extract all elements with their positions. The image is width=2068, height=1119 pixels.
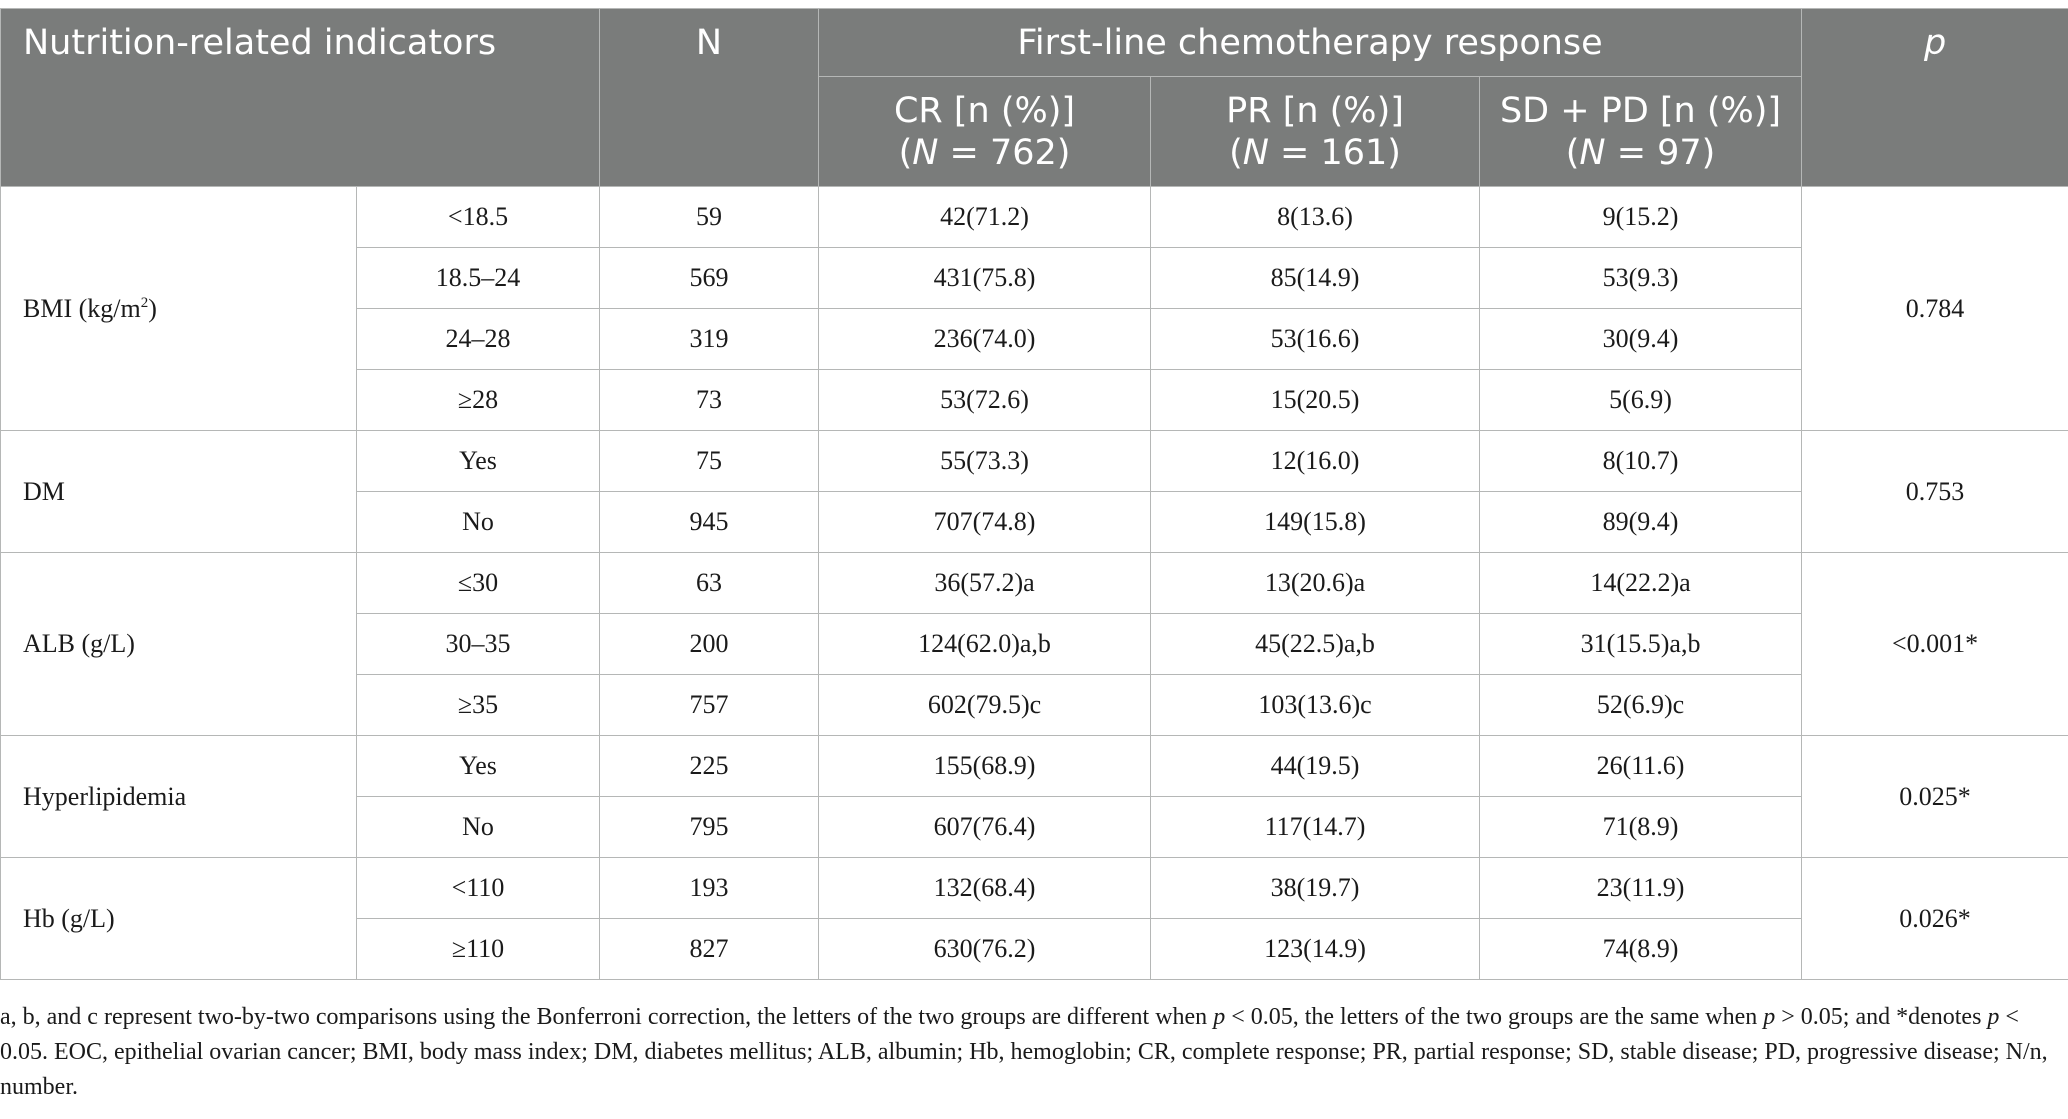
table-row	[1, 431, 2068, 492]
pr-cell: 117(14.7)	[1151, 797, 1480, 858]
category-cell: ≥28	[357, 370, 600, 431]
header-row-1	[1, 9, 2068, 77]
category-cell: No	[357, 492, 600, 553]
pr-cell: 12(16.0)	[1151, 431, 1480, 492]
header-cr-count: (N = 762)	[898, 132, 1071, 173]
sdpd-cell: 74(8.9)	[1480, 919, 1802, 980]
sdpd-cell: 23(11.9)	[1480, 858, 1802, 919]
n-cell: 75	[600, 431, 819, 492]
pr-cell: 13(20.6)a	[1151, 553, 1480, 614]
table-footnote: a, b, and c represent two-by-two comparisons using the Bonferroni correction, the letters of the two groups are different when p < 0.05, the letters of the two groups are the same when p > 0.05; and *denotes p < 0.05. EOC, epithelial ovarian cancer; BMI, body mass index; DM, diabetes mellitus; ALB, albumin; Hb, hemoglobin; CR, complete response; PR, partial response; SD, stable disease; PD, progressive disease; N/n, number.	[0, 1004, 2048, 1100]
cr-cell: 602(79.5)c	[819, 675, 1151, 736]
table-container	[0, 8, 2068, 980]
header-indicator: Nutrition-related indicators	[1, 9, 600, 187]
sdpd-cell: 26(11.6)	[1480, 736, 1802, 797]
pr-cell: 149(15.8)	[1151, 492, 1480, 553]
sdpd-cell: 9(15.2)	[1480, 187, 1802, 248]
category-cell: 18.5–24	[357, 248, 600, 309]
pr-cell: 85(14.9)	[1151, 248, 1480, 309]
header-sdpd-count: (N = 97)	[1565, 132, 1716, 173]
category-cell: 30–35	[357, 614, 600, 675]
category-cell: Yes	[357, 736, 600, 797]
table-row	[1, 187, 2068, 248]
p-value-alb: <0.001*	[1802, 553, 2068, 736]
header-p: p	[1802, 9, 2068, 187]
group-label-hb: Hb (g/L)	[1, 858, 357, 980]
sdpd-cell: 30(9.4)	[1480, 309, 1802, 370]
sdpd-cell: 14(22.2)a	[1480, 553, 1802, 614]
pr-cell: 103(13.6)c	[1151, 675, 1480, 736]
table-row	[1, 553, 2068, 614]
nutrition-response-table	[0, 8, 2068, 980]
n-cell: 73	[600, 370, 819, 431]
cr-cell: 155(68.9)	[819, 736, 1151, 797]
n-cell: 59	[600, 187, 819, 248]
p-value-dm: 0.753	[1802, 431, 2068, 553]
n-cell: 193	[600, 858, 819, 919]
pr-cell: 8(13.6)	[1151, 187, 1480, 248]
cr-cell: 42(71.2)	[819, 187, 1151, 248]
p-value-hb: 0.026*	[1802, 858, 2068, 980]
n-cell: 319	[600, 309, 819, 370]
sdpd-cell: 52(6.9)c	[1480, 675, 1802, 736]
n-cell: 569	[600, 248, 819, 309]
cr-cell: 132(68.4)	[819, 858, 1151, 919]
header-sdpd-label: SD + PD [n (%)]	[1499, 90, 1782, 131]
cr-cell: 431(75.8)	[819, 248, 1151, 309]
pr-cell: 45(22.5)a,b	[1151, 614, 1480, 675]
cr-cell: 55(73.3)	[819, 431, 1151, 492]
pr-cell: 44(19.5)	[1151, 736, 1480, 797]
category-cell: ≥110	[357, 919, 600, 980]
sdpd-cell: 31(15.5)a,b	[1480, 614, 1802, 675]
cr-cell: 630(76.2)	[819, 919, 1151, 980]
pr-cell: 15(20.5)	[1151, 370, 1480, 431]
table-row	[1, 858, 2068, 919]
cr-cell: 124(62.0)a,b	[819, 614, 1151, 675]
cr-cell: 53(72.6)	[819, 370, 1151, 431]
sdpd-cell: 89(9.4)	[1480, 492, 1802, 553]
n-cell: 200	[600, 614, 819, 675]
header-response: First-line chemotherapy response	[819, 9, 1802, 77]
sdpd-cell: 53(9.3)	[1480, 248, 1802, 309]
category-cell: <110	[357, 858, 600, 919]
header-n: N	[600, 9, 819, 187]
group-label-dm: DM	[1, 431, 357, 553]
category-cell: Yes	[357, 431, 600, 492]
group-label-bmi: BMI $(kg/m^2)$	[1, 187, 357, 431]
header-pr-label: PR [n (%)]	[1226, 90, 1404, 131]
header-pr	[1151, 77, 1480, 187]
n-cell: 63	[600, 553, 819, 614]
n-cell: 757	[600, 675, 819, 736]
group-label-hyperlipidemia: Hyperlipidemia	[1, 736, 357, 858]
p-value-hyperlipidemia: 0.025*	[1802, 736, 2068, 858]
header-sdpd	[1480, 77, 1802, 187]
n-cell: 225	[600, 736, 819, 797]
header-cr-label: CR [n (%)]	[893, 90, 1076, 131]
n-cell: 945	[600, 492, 819, 553]
sdpd-cell: 5(6.9)	[1480, 370, 1802, 431]
cr-cell: 607(76.4)	[819, 797, 1151, 858]
sdpd-cell: 8(10.7)	[1480, 431, 1802, 492]
category-cell: ≤30	[357, 553, 600, 614]
category-cell: <18.5	[357, 187, 600, 248]
p-value-bmi: 0.784	[1802, 187, 2068, 431]
table-row	[1, 736, 2068, 797]
cr-cell: 236(74.0)	[819, 309, 1151, 370]
n-cell: 795	[600, 797, 819, 858]
pr-cell: 53(16.6)	[1151, 309, 1480, 370]
cr-cell: 707(74.8)	[819, 492, 1151, 553]
cr-cell: 36(57.2)a	[819, 553, 1151, 614]
header-cr	[819, 77, 1151, 187]
group-label-alb: ALB (g/L)	[1, 553, 357, 736]
header-pr-count: (N = 161)	[1229, 132, 1401, 173]
sdpd-cell: 71(8.9)	[1480, 797, 1802, 858]
category-cell: ≥35	[357, 675, 600, 736]
pr-cell: 38(19.7)	[1151, 858, 1480, 919]
category-cell: 24–28	[357, 309, 600, 370]
n-cell: 827	[600, 919, 819, 980]
pr-cell: 123(14.9)	[1151, 919, 1480, 980]
category-cell: No	[357, 797, 600, 858]
